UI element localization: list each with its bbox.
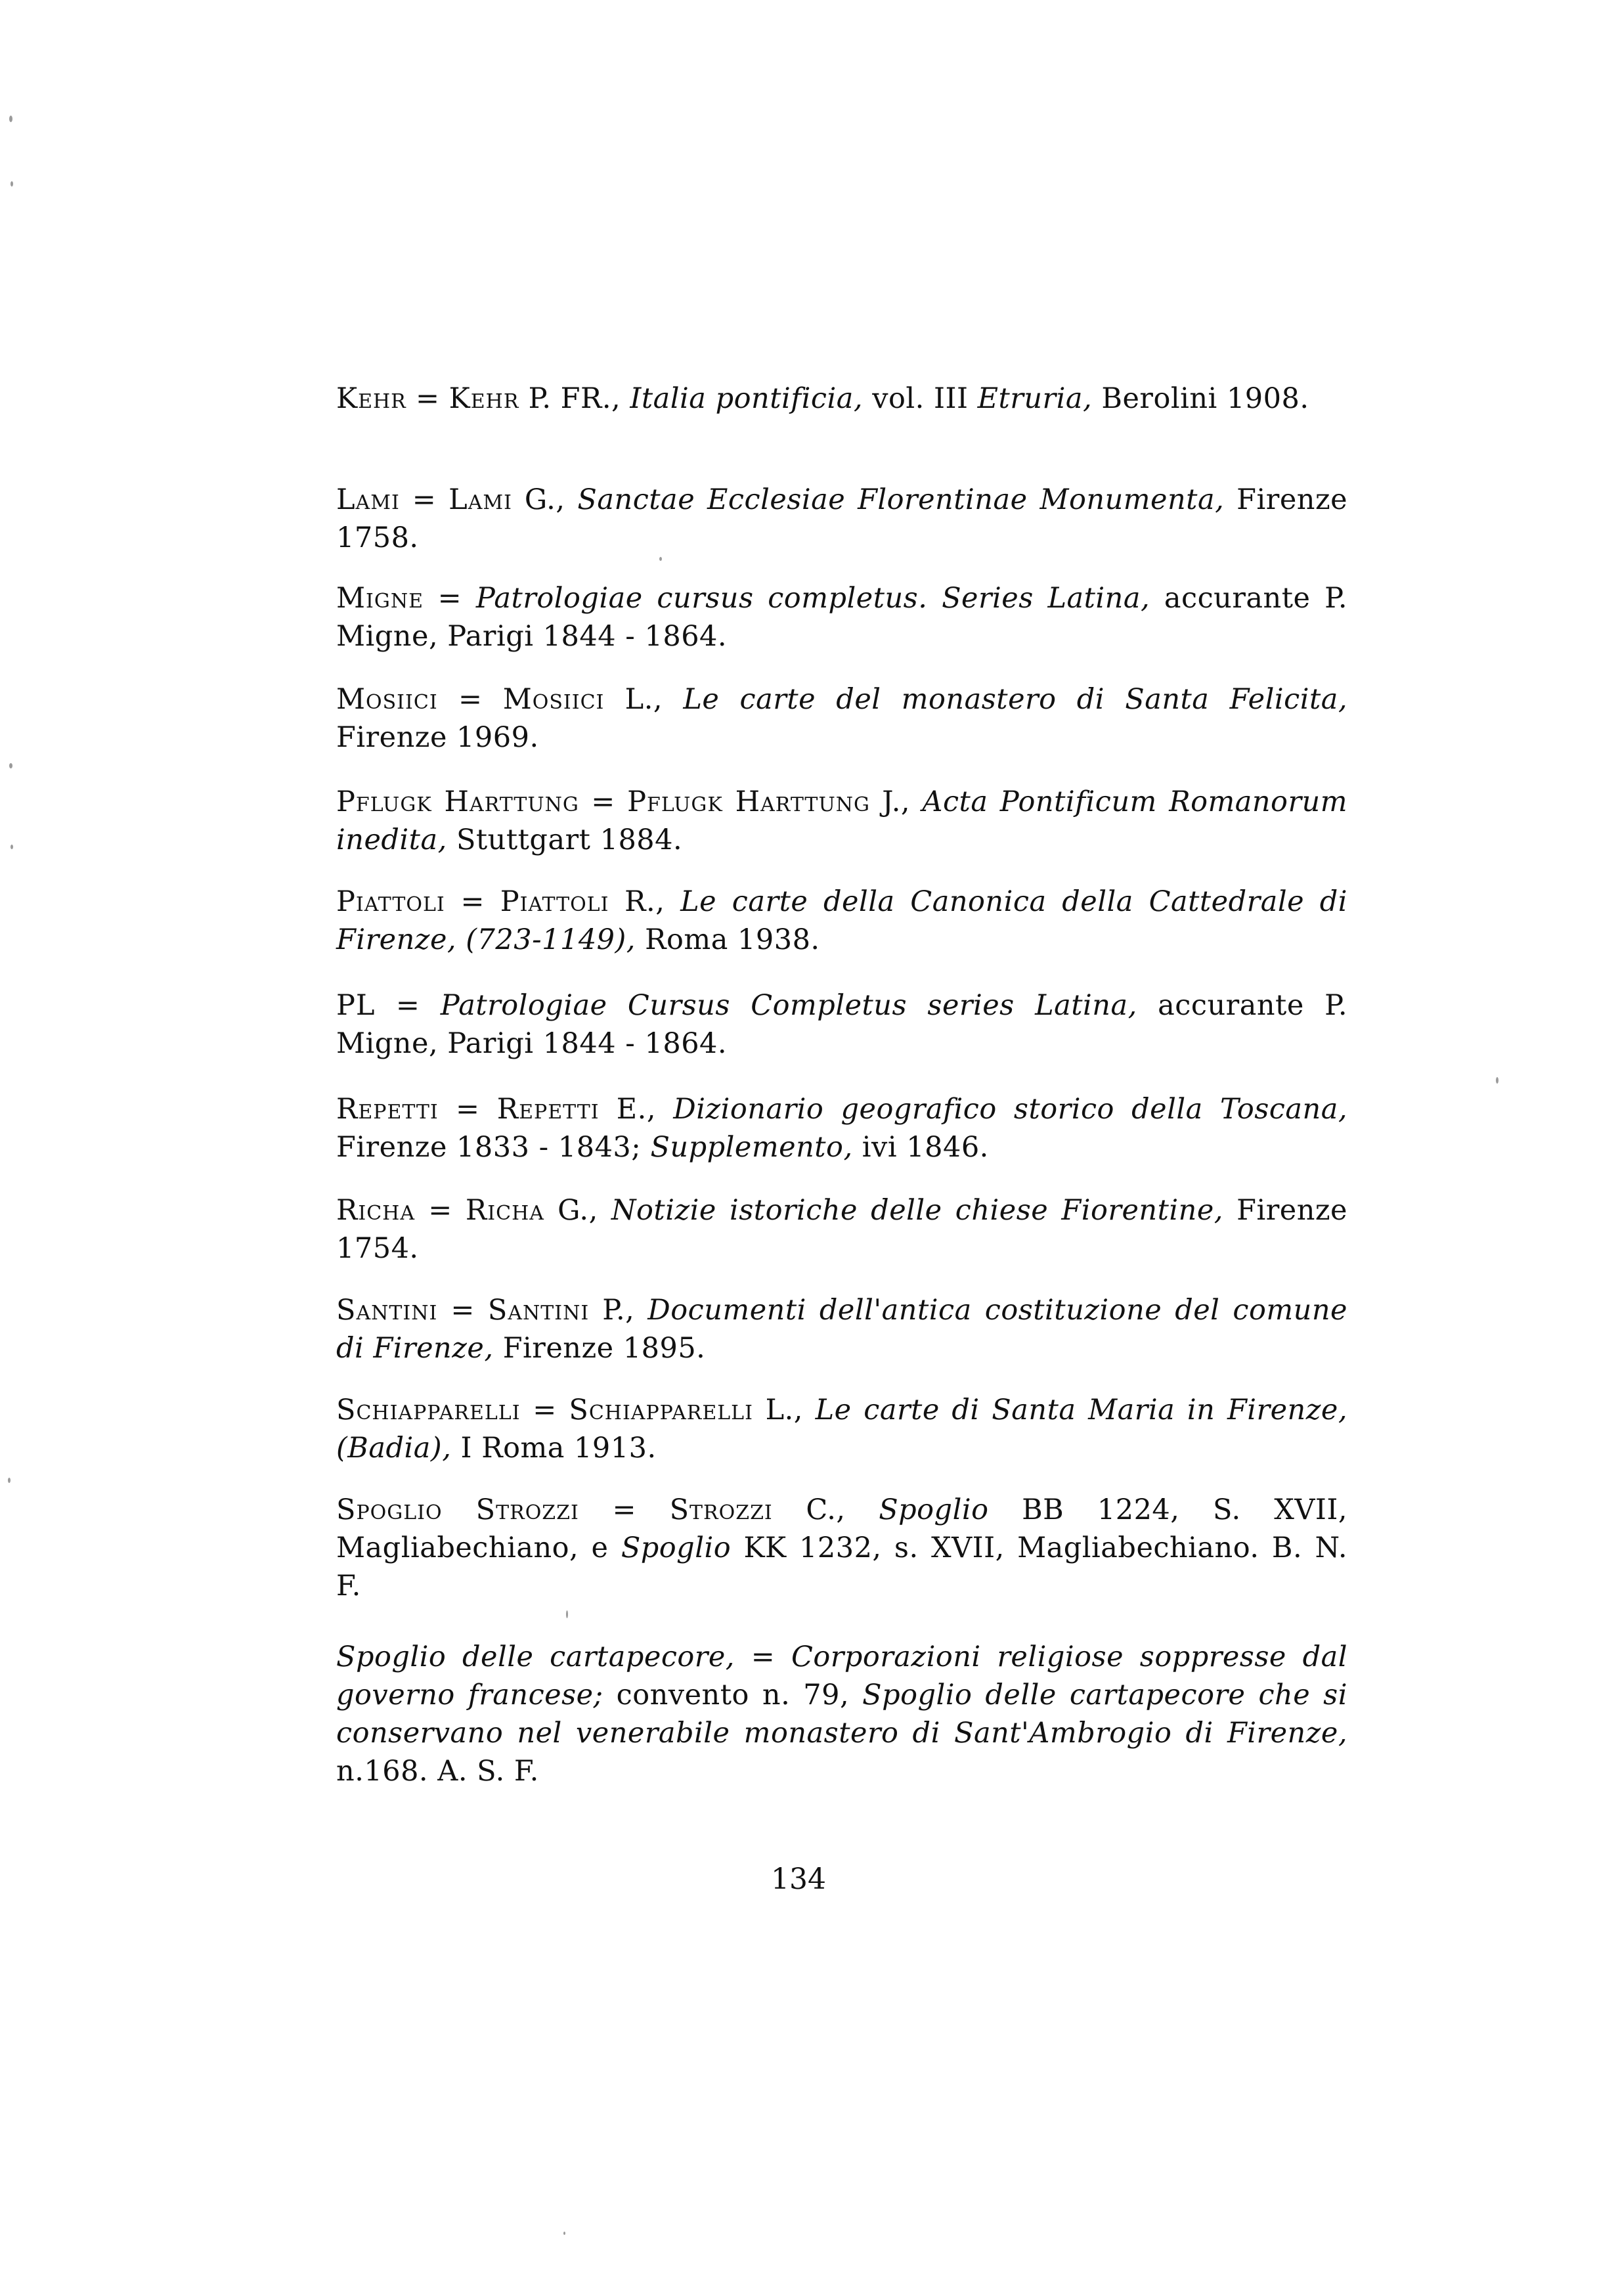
- bibliography-entry-pflugk-harttung: [336, 783, 1347, 859]
- equals-sign: =: [533, 1394, 557, 1426]
- entry-title: Italia pontificia,: [630, 382, 864, 415]
- entry-abbreviation: Schiapparelli: [336, 1394, 521, 1426]
- entry-abbreviation: Migne: [336, 582, 424, 615]
- entry-abbreviation: Lami: [336, 483, 400, 516]
- entry-reference: n.168. A. S. F.: [336, 1755, 539, 1788]
- entry-publication: Berolini 1908.: [1101, 382, 1309, 415]
- entry-author: Schiapparelli: [569, 1394, 753, 1426]
- entry-author: Mosiici: [502, 683, 605, 716]
- entry-author-initials: E.,: [616, 1093, 657, 1126]
- entry-abbreviation: PL: [336, 989, 376, 1022]
- bibliography-entry-richa: [336, 1191, 1347, 1268]
- entry-second-shelfmark: KK 1232, s. XVII, Magliabechiano. B. N. F.: [336, 1532, 1347, 1602]
- entry-publication: I Roma 1913.: [460, 1432, 657, 1465]
- scan-speck: [9, 763, 12, 768]
- entry-title: Acta Pontificum Romanorum inedita,: [336, 785, 1347, 856]
- bibliography-entry-repetti: [336, 1090, 1347, 1166]
- entry-collection: Corporazioni religiose soppresse dal governo francese;: [336, 1641, 1348, 1711]
- entry-author: Piattoli: [500, 885, 609, 918]
- entry-author-initials: L.,: [765, 1394, 803, 1426]
- scan-speck: [563, 2232, 565, 2235]
- bibliography-entry-spoglio-strozzi: [336, 1491, 1347, 1605]
- bibliography-entry-santini: [336, 1291, 1347, 1367]
- equals-sign: =: [458, 683, 483, 716]
- equals-sign: =: [428, 1194, 452, 1227]
- entry-abbreviation: Mosiici: [336, 683, 438, 716]
- scan-speck: [566, 1610, 568, 1618]
- equals-sign: =: [751, 1641, 776, 1673]
- entry-author-initials: L.,: [624, 683, 663, 716]
- entry-publication: Firenze 1758.: [336, 483, 1348, 554]
- entry-publication: Firenze 1754.: [336, 1194, 1347, 1265]
- entry-title: Sanctae Ecclesiae Florentinae Monumenta,: [577, 483, 1225, 516]
- entry-abbreviation: Richa: [336, 1194, 416, 1227]
- equals-sign: =: [612, 1493, 636, 1526]
- entry-title: Patrologiae cursus completus. Series Latina,: [475, 582, 1150, 615]
- entry-author: Strozzi: [669, 1493, 773, 1526]
- scan-speck: [11, 845, 13, 849]
- entry-publication: Roma 1938.: [645, 923, 820, 956]
- entry-supplement-title: Supplemento,: [650, 1131, 853, 1164]
- page-number: 134: [771, 1863, 826, 1896]
- entry-author: Repetti: [496, 1093, 600, 1126]
- entry-author-initials: C.,: [806, 1493, 846, 1526]
- entry-title: Le carte del monastero di Santa Felicita,: [683, 683, 1348, 716]
- bibliography-entry-spoglio-cartapecore: [336, 1638, 1347, 1790]
- entry-second-title: Spoglio: [621, 1532, 732, 1564]
- entry-author-initials: P.,: [602, 1294, 635, 1327]
- entry-title: Documenti dell'antica costituzione del comune di Firenze,: [336, 1294, 1348, 1365]
- entry-title: Patrologiae Cursus Completus series Latina,: [440, 989, 1137, 1022]
- entry-abbreviation: Piattoli: [336, 885, 445, 918]
- scan-speck: [11, 181, 13, 187]
- entry-abbreviation: Spoglio Strozzi: [336, 1493, 579, 1526]
- entry-title: Le carte della Canonica della Cattedrale di Firenze, (723-1149),: [336, 885, 1348, 956]
- entry-publication: accurante P. Migne, Parigi 1844 - 1864.: [336, 582, 1348, 653]
- entry-author-initials: G.,: [558, 1194, 598, 1227]
- entry-author: Santini: [487, 1294, 590, 1327]
- bibliography-entry-mosiici: [336, 680, 1347, 757]
- entry-convent: convento n. 79,: [616, 1679, 850, 1711]
- scan-speck: [9, 116, 12, 122]
- equals-sign: =: [591, 785, 615, 818]
- entry-title: Dizionario geografico storico della Toscana,: [673, 1093, 1347, 1126]
- equals-sign: =: [395, 989, 420, 1022]
- entry-volume: vol. III: [872, 382, 969, 415]
- scan-speck: [1496, 1077, 1499, 1084]
- entry-abbreviation: Repetti: [336, 1093, 439, 1126]
- scan-speck: [8, 1478, 11, 1483]
- entry-supplement-publication: ivi 1846.: [862, 1131, 989, 1164]
- entry-author: Lami: [448, 483, 512, 516]
- entry-subtitle: Etruria,: [977, 382, 1093, 415]
- entry-author-initials: G.,: [524, 483, 565, 516]
- bibliography-entry-lami: [336, 481, 1347, 557]
- scan-speck: [659, 557, 662, 561]
- entry-title: Le carte di Santa Maria in Firenze, (Badia),: [336, 1394, 1348, 1465]
- entry-author-initials: P. FR.,: [528, 382, 621, 415]
- entry-publication: Stuttgart 1884.: [456, 824, 683, 856]
- entry-publication: Firenze 1833 - 1843;: [336, 1131, 642, 1164]
- equals-sign: =: [450, 1294, 475, 1327]
- entry-author: Pflugk Harttung: [627, 785, 870, 818]
- entry-abbreviation: Santini: [336, 1294, 438, 1327]
- bibliography-entry-schiapparelli: [336, 1391, 1347, 1467]
- equals-sign: =: [415, 382, 440, 415]
- equals-sign: =: [437, 582, 462, 615]
- entry-publication: Firenze 1969.: [336, 721, 539, 754]
- entry-shelfmark: BB 1224, S. XVII, Magliabechiano, e: [336, 1493, 1348, 1564]
- equals-sign: =: [412, 483, 437, 516]
- entry-author: Kehr: [448, 382, 519, 415]
- entry-author-initials: J.,: [882, 785, 911, 818]
- bibliography-entry-kehr: [336, 380, 1347, 418]
- equals-sign: =: [456, 1093, 480, 1126]
- bibliography-entry-piattoli: [336, 883, 1347, 959]
- entry-abbreviation: Pflugk Harttung: [336, 785, 579, 818]
- entry-publication: accurante P. Migne, Parigi 1844 - 1864.: [336, 989, 1347, 1060]
- entry-author: Richa: [465, 1194, 544, 1227]
- entry-title: Notizie istoriche delle chiese Fiorentine,: [611, 1194, 1223, 1227]
- entry-abbreviation: Kehr: [336, 382, 406, 415]
- entry-abbreviation: Spoglio delle cartapecore,: [336, 1641, 735, 1673]
- entry-title: Spoglio delle cartapecore che si conservano nel venerabile monastero di Sant'Ambrogio di Firenze,: [336, 1679, 1347, 1750]
- entry-publication: Firenze 1895.: [502, 1332, 706, 1365]
- bibliography-entry-pl: [336, 986, 1347, 1063]
- entry-title: Spoglio: [879, 1493, 989, 1526]
- equals-sign: =: [460, 885, 485, 918]
- entry-author-initials: R.,: [624, 885, 665, 918]
- bibliography-entry-migne: [336, 579, 1347, 655]
